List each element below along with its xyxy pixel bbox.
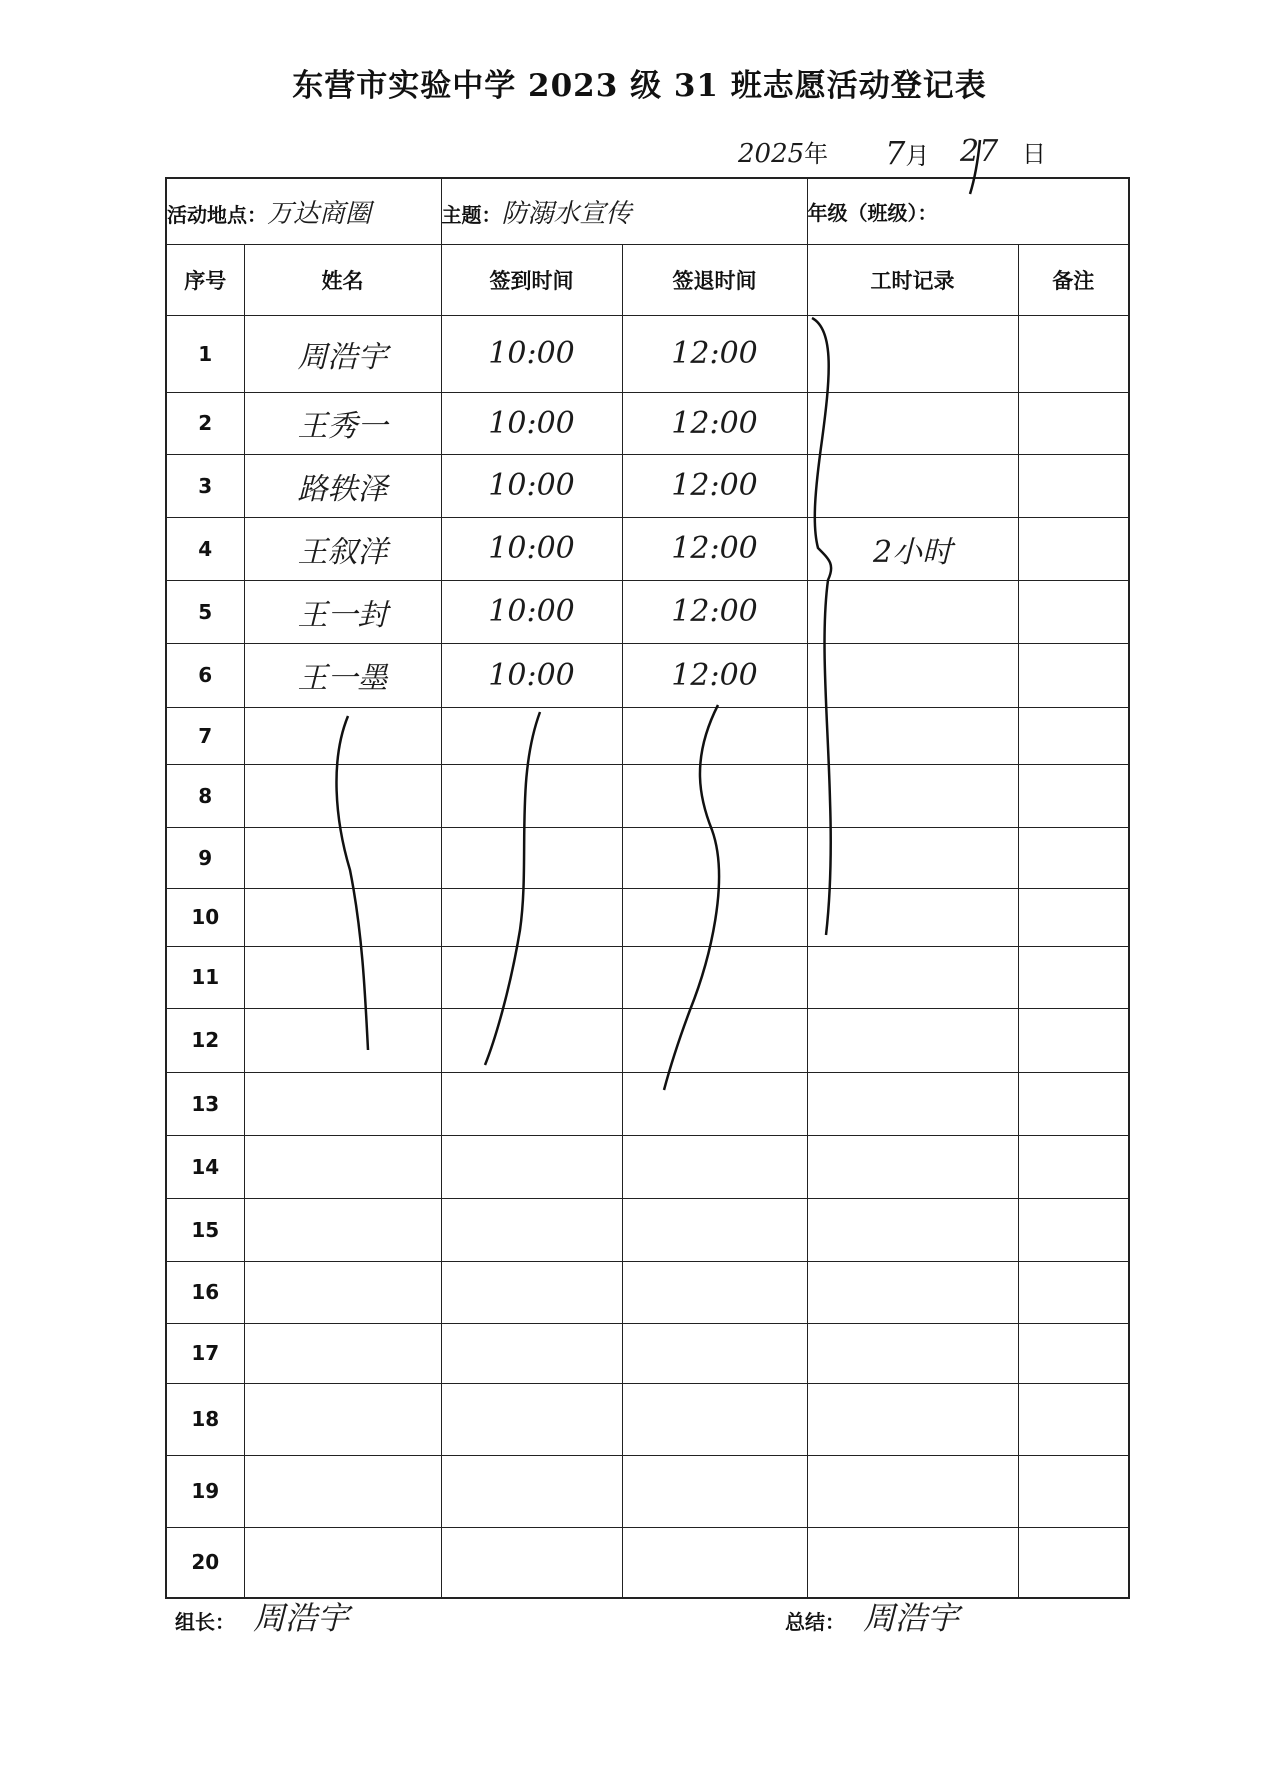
header-checkin: 签到时间: [441, 244, 622, 315]
row-number-cell: 2: [166, 392, 244, 454]
hours-cell: 2小时: [807, 517, 1018, 580]
row-number-cell: 5: [166, 580, 244, 643]
row-number-cell: 20: [166, 1527, 244, 1598]
row-number-cell: 15: [166, 1198, 244, 1261]
location-label: 活动地点：: [167, 202, 267, 227]
date-day: 27: [960, 134, 999, 169]
header-name: 姓名: [244, 244, 441, 315]
summary-value: 周浩宇: [863, 1599, 960, 1637]
row-number-cell: 10: [166, 888, 244, 946]
date-day-tick-stroke: [970, 140, 980, 194]
date-month: 7: [885, 134, 906, 172]
summary-label: 总结：: [785, 1610, 845, 1634]
row-number-cell: 13: [166, 1072, 244, 1135]
row-number-cell: 11: [166, 946, 244, 1008]
row-number-cell: 12: [166, 1008, 244, 1072]
name-cell: 王叙洋: [244, 517, 441, 580]
name-continuation-stroke: [336, 716, 368, 1050]
name-cell: 王一墨: [244, 643, 441, 707]
row-number-cell: 18: [166, 1383, 244, 1455]
page-title: 东营市实验中学 2023 级 31 班志愿活动登记表: [292, 68, 987, 104]
checkin-cell: 10:00: [441, 315, 622, 392]
checkout-cell: 12:00: [622, 517, 807, 580]
row-number-cell: 14: [166, 1135, 244, 1198]
row-number-cell: 9: [166, 827, 244, 888]
checkout-cell: 12:00: [622, 454, 807, 517]
row-number-cell: 7: [166, 707, 244, 764]
checkin-cell: 10:00: [441, 643, 622, 707]
row-number-cell: 16: [166, 1261, 244, 1323]
checkin-cell: 10:00: [441, 580, 622, 643]
header-remarks: 备注: [1018, 244, 1129, 315]
name-cell: 王秀一: [244, 392, 441, 454]
row-number-cell: 1: [166, 315, 244, 392]
theme-value: 防溺水宣传: [501, 198, 632, 229]
grade-label: 年级（班级）：: [807, 200, 938, 225]
header-hours: 工时记录: [807, 244, 1018, 315]
name-cell: 路轶泽: [244, 454, 441, 517]
leader-value: 周浩宇: [253, 1599, 350, 1637]
date-year: 2025: [738, 139, 805, 169]
name-cell: 周浩宇: [244, 315, 441, 392]
row-number-cell: 4: [166, 517, 244, 580]
checkin-cell: 10:00: [441, 517, 622, 580]
checkout-continuation-stroke: [664, 705, 719, 1090]
row-number-cell: 3: [166, 454, 244, 517]
header-no: 序号: [166, 244, 244, 315]
name-cell: 王一封: [244, 580, 441, 643]
checkout-cell: 12:00: [622, 580, 807, 643]
day-label: 日: [1022, 140, 1046, 168]
year-label: 年: [804, 140, 829, 168]
checkin-cell: 10:00: [441, 392, 622, 454]
leader-label: 组长：: [175, 1610, 235, 1634]
row-number-cell: 8: [166, 764, 244, 827]
location-value: 万达商圈: [267, 198, 372, 229]
checkout-cell: 12:00: [622, 315, 807, 392]
checkout-cell: 12:00: [622, 392, 807, 454]
checkout-cell: 12:00: [622, 643, 807, 707]
row-number-cell: 6: [166, 643, 244, 707]
row-number-cell: 19: [166, 1455, 244, 1527]
hours-bracket-stroke: [812, 318, 831, 935]
checkin-continuation-stroke: [485, 712, 540, 1065]
month-label: 月: [905, 142, 930, 170]
row-number-cell: 17: [166, 1323, 244, 1383]
theme-label: 主题：: [441, 202, 502, 227]
header-checkout: 签退时间: [622, 244, 807, 315]
checkin-cell: 10:00: [441, 454, 622, 517]
